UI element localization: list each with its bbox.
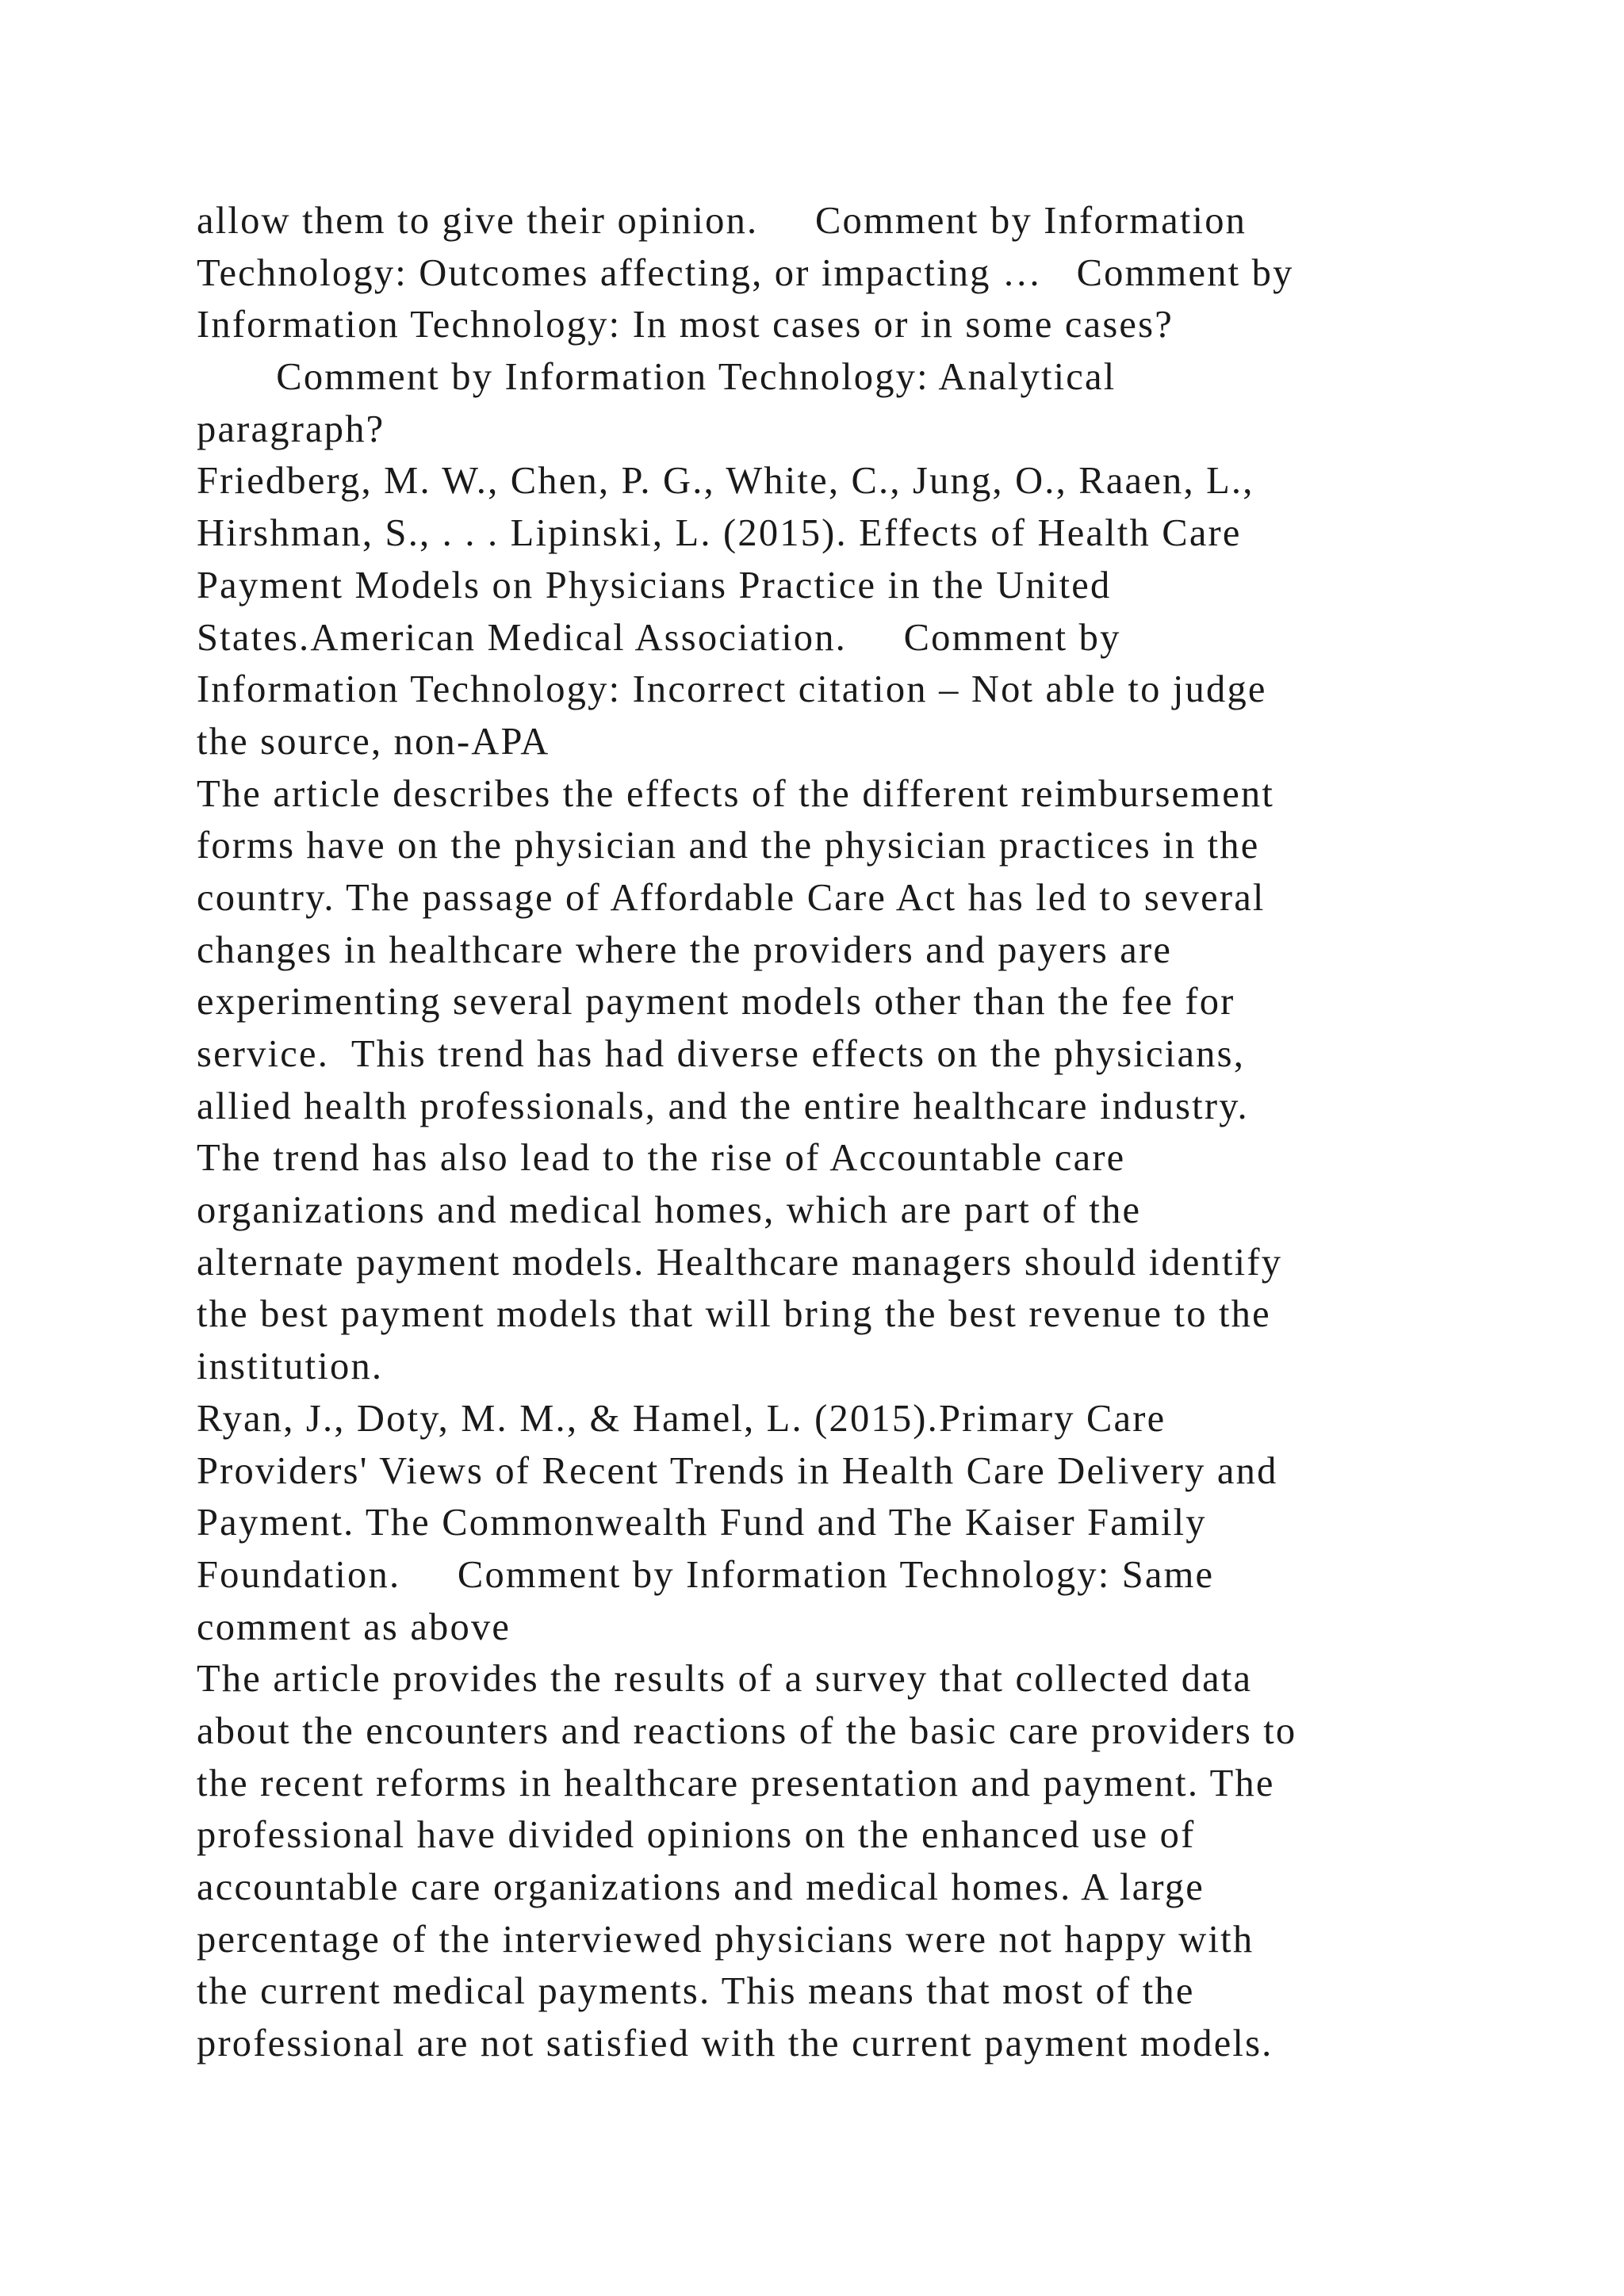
paragraph-line: institution. <box>197 1345 384 1388</box>
reference-line: Friedberg, M. W., Chen, P. G., White, C., Jung, O., Raaen, L., <box>197 460 1254 503</box>
reference-line: Hirshman, S., . . . Lipinski, L. (2015). Effects of Health Care <box>197 512 1242 555</box>
reference-line: States.American Medical Association. Comment by <box>197 616 1121 659</box>
paragraph-line: The trend has also lead to the rise of Accountable care <box>197 1137 1126 1180</box>
text-line: paragraph? <box>197 408 385 450</box>
paragraph-line: changes in healthcare where the providers and payers are <box>197 928 1173 971</box>
paragraph-line: The article provides the results of a survey that collected data <box>197 1658 1253 1701</box>
text-line: Information Technology: In most cases or in some cases? <box>197 304 1174 346</box>
text-line: Information Technology: Incorrect citation – Not able to judge <box>197 668 1267 711</box>
paragraph-line: about the encounters and reactions of the basic care providers to <box>197 1709 1297 1752</box>
paragraph-line: the best payment models that will bring the best revenue to the <box>197 1293 1271 1336</box>
paragraph-line: the recent reforms in healthcare presentation and payment. The <box>197 1762 1275 1804</box>
paragraph-line: the current medical payments. This means that most of the <box>197 1970 1195 2013</box>
reference-line: Ryan, J., Doty, M. M., & Hamel, L. (2015).Primary Care <box>197 1397 1166 1440</box>
text-line: the source, non-APA <box>197 720 550 763</box>
paragraph-line: country. The passage of Affordable Care Act has led to several <box>197 876 1266 919</box>
paragraph-line: organizations and medical homes, which are part of the <box>197 1189 1142 1232</box>
paragraph-line: service. This trend has had diverse effects on the physicians, <box>197 1033 1246 1075</box>
text-line: allow them to give their opinion. Comment by Information <box>197 200 1247 242</box>
paragraph-line: percentage of the interviewed physicians were not happy with <box>197 1918 1254 1961</box>
paragraph-line: allied health professionals, and the entire healthcare industry. <box>197 1085 1249 1127</box>
document-body-text <box>197 195 1497 2070</box>
reference-line: Providers' Views of Recent Trends in Health Care Delivery and <box>197 1449 1278 1492</box>
paragraph-line: forms have on the physician and the physician practices in the <box>197 825 1260 867</box>
paragraph-line: professional are not satisfied with the current payment models. <box>197 2022 1274 2065</box>
reference-line: Foundation. Comment by Information Technology: Same <box>197 1553 1215 1596</box>
paragraph-line: alternate payment models. Healthcare managers should identify <box>197 1241 1283 1284</box>
text-line: Technology: Outcomes affecting, or impacting … Comment by <box>197 251 1294 294</box>
paragraph-line: professional have divided opinions on the enhanced use of <box>197 1814 1196 1857</box>
text-line: Comment by Information Technology: Analytical <box>197 356 1116 399</box>
reference-line: Payment. The Commonwealth Fund and The Kaiser Family <box>197 1502 1207 1544</box>
reference-line: Payment Models on Physicians Practice in the United <box>197 564 1112 607</box>
paragraph-line: The article describes the effects of the different reimbursement <box>197 772 1275 815</box>
paragraph-line: accountable care organizations and medical homes. A large <box>197 1866 1205 1908</box>
text-line: comment as above <box>197 1605 511 1648</box>
paragraph-line: experimenting several payment models other than the fee for <box>197 981 1235 1024</box>
